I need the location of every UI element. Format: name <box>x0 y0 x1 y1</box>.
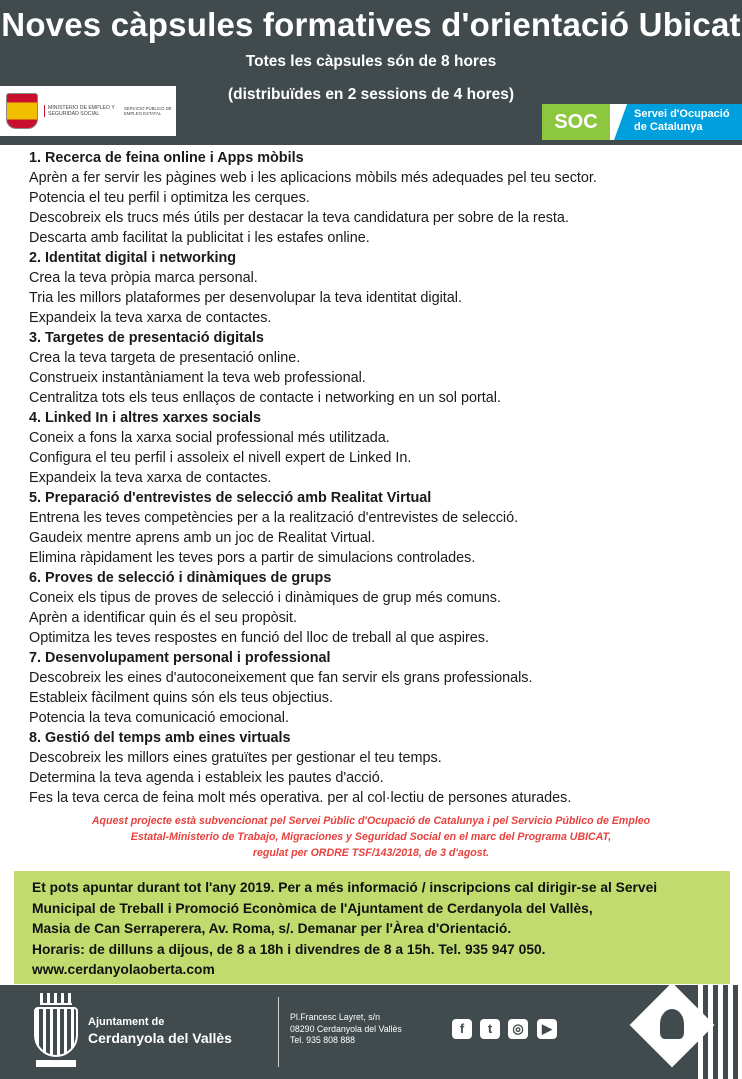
subtitle-sessions: (distribuïdes en 2 sessions de 4 hores) <box>228 86 514 103</box>
section-heading: 1. Recerca de feina online i Apps mòbils <box>29 150 304 166</box>
capsule-section <box>29 328 729 408</box>
capsule-section <box>29 248 729 328</box>
section-line: Construeix instantàniament la teva web professional. <box>29 370 366 386</box>
city-emblem-icon <box>620 985 742 1079</box>
section-line: Crea la teva pròpia marca personal. <box>29 270 258 286</box>
soc-logo-text <box>634 108 730 134</box>
section-line: Descobreix les eines d'autoconeixement que fan servir els grans professionals. <box>29 670 533 686</box>
section-heading: 5. Preparació d'entrevistes de selecció amb Realitat Virtual <box>29 490 432 506</box>
shield-tag <box>36 1060 76 1067</box>
youtube-icon[interactable]: ▶ <box>537 1019 557 1039</box>
capsule-section <box>29 648 729 728</box>
section-line: Coneix els tipus de proves de selecció i dinàmiques de grup més comuns. <box>29 590 501 606</box>
section-heading: 7. Desenvolupament personal i professional <box>29 650 331 666</box>
section-line: Crea la teva targeta de presentació online. <box>29 350 301 366</box>
info-line: Municipal de Treball i Promoció Econòmica de l'Ajuntament de Cerdanyola del Vallès, <box>32 900 593 916</box>
section-line: Descarta amb facilitat la publicitat i les estafes online. <box>29 230 370 246</box>
capsules-list <box>29 148 729 808</box>
section-heading: 4. Linked In i altres xarxes socials <box>29 410 261 426</box>
footer <box>0 985 742 1079</box>
section-line: Elimina ràpidament les teves pors a partir de simulacions controlades. <box>29 550 476 566</box>
section-line: Determina la teva agenda i estableix les pautes d'acció. <box>29 770 384 786</box>
capsule-section <box>29 568 729 648</box>
section-line: Potencia la teva comunicació emocional. <box>29 710 289 726</box>
section-line: Descobreix els trucs més útils per destacar la teva candidatura per sobre de la resta. <box>29 210 569 226</box>
crown-icon <box>40 993 72 1005</box>
emblem-head <box>660 1009 684 1039</box>
facebook-icon[interactable]: f <box>452 1019 472 1039</box>
ministry-name: MINISTERIO DE EMPLEO Y SEGURIDAD SOCIAL <box>44 105 118 117</box>
address-line: Pl.Francesc Layret, s/n <box>290 1012 380 1022</box>
info-box <box>14 871 730 984</box>
city-shield-icon <box>34 1007 78 1057</box>
section-line: Expandeix la teva xarxa de contactes. <box>29 470 272 486</box>
section-heading: 2. Identitat digital i networking <box>29 250 237 266</box>
address-phone: Tel. 935 808 888 <box>290 1035 356 1045</box>
sepe-name: SERVICIO PÚBLICO DE EMPLEO ESTATAL <box>124 106 172 116</box>
capsule-section <box>29 148 729 248</box>
section-line: Entrena les teves competències per a la realització d'entrevistes de selecció. <box>29 510 519 526</box>
notice-line: Aquest projecte està subvencionat pel Servei Públic d'Ocupació de Catalunya i pel Servicio Público de Empleo <box>91 815 651 827</box>
capsule-section <box>29 728 729 808</box>
info-line: Masia de Can Serraperera, Av. Roma, s/. Demanar per l'Àrea d'Orientació. <box>32 921 512 936</box>
soc-line2: de Catalunya <box>634 121 703 133</box>
section-line: Aprèn a fer servir les pàgines web i les aplicacions mòbils més adequades pel teu sector. <box>29 170 597 186</box>
section-line: Aprèn a identificar quin és el seu propòsit. <box>29 610 297 626</box>
notice-line: regulat per ORDRE TSF/143/2018, de 3 d'agost. <box>252 847 490 859</box>
section-line: Tria les millors plataformes per desenvolupar la teva identitat digital. <box>29 290 462 306</box>
org-name-line2: Cerdanyola del Vallès <box>88 1030 232 1046</box>
soc-logo <box>542 104 742 140</box>
section-line: Estableix fàcilment quins són els teus objectius. <box>29 690 333 706</box>
section-line: Optimitza les teves respostes en funció del lloc de treball al que aspires. <box>29 630 489 646</box>
section-heading: 6. Proves de selecció i dinàmiques de grups <box>29 570 332 586</box>
ministry-logo <box>0 86 176 136</box>
twitter-icon[interactable]: t <box>480 1019 500 1039</box>
info-line: Et pots apuntar durant tot l'any 2019. Per a més informació / inscripcions cal dirigir-se al Servei <box>32 880 658 895</box>
header-banner <box>0 0 742 145</box>
subtitle-duration: Totes les càpsules són de 8 hores <box>245 53 497 70</box>
soc-logo-label: SOC <box>542 104 610 140</box>
section-line: Fes la teva cerca de feina molt més operativa. per al col·lectiu de persones aturades. <box>29 790 572 806</box>
spain-coat-of-arms-icon <box>6 93 38 129</box>
org-name-line1: Ajuntament de <box>88 1016 165 1028</box>
section-heading: 3. Targetes de presentació digitals <box>29 330 264 346</box>
soc-line1: Servei d'Ocupació <box>634 108 730 120</box>
section-line: Centralitza tots els teus enllaços de contacte i networking en un sol portal. <box>29 390 501 406</box>
section-line: Expandeix la teva xarxa de contactes. <box>29 310 272 326</box>
funding-notice <box>0 813 742 861</box>
instagram-icon[interactable]: ◎ <box>508 1019 528 1039</box>
info-line: Horaris: de dilluns a dijous, de 8 a 18h i divendres de 8 a 15h. Tel. 935 947 050. <box>32 941 546 957</box>
website-link[interactable]: www.cerdanyolaoberta.com <box>32 962 215 977</box>
footer-divider <box>278 997 279 1067</box>
section-line: Configura el teu perfil i assoleix el nivell expert de Linked In. <box>29 450 412 466</box>
section-line: Coneix a fons la xarxa social professional més utilitzada. <box>29 430 390 446</box>
footer-address <box>290 1012 402 1047</box>
section-line: Potencia el teu perfil i optimitza les cerques. <box>29 190 310 206</box>
notice-line: Estatal-Ministerio de Trabajo, Migraciones y Seguridad Social en el marc del Programa UBICAT, <box>130 831 612 843</box>
address-line: 08290 Cerdanyola del Vallès <box>290 1023 402 1034</box>
section-line: Descobreix les millors eines gratuïtes per gestionar el teu temps. <box>29 750 442 766</box>
capsule-section <box>29 408 729 488</box>
page-title: Noves càpsules formatives d'orientació Ubicat <box>1 6 741 43</box>
section-line: Gaudeix mentre aprens amb un joc de Realitat Virtual. <box>29 530 376 546</box>
capsule-section <box>29 488 729 568</box>
section-heading: 8. Gestió del temps amb eines virtuals <box>29 730 291 746</box>
